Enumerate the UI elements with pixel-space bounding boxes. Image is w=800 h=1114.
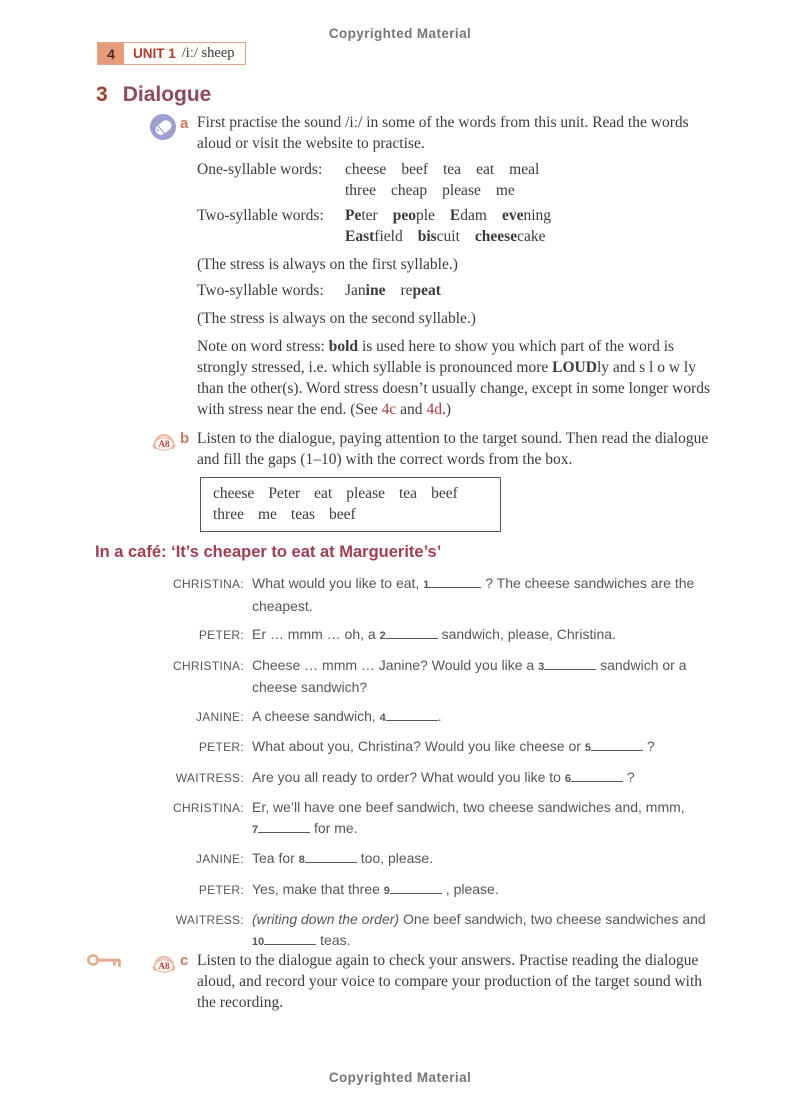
word-box-row [213,483,500,504]
exercise-c [197,950,715,1013]
word-box-row [213,504,500,525]
stressed-syllable: eve [501,207,524,224]
gap-number: 10 [252,935,265,948]
fill-in-gap [299,850,357,866]
box-word: eat [314,485,333,502]
speech-fragment: Yes, make that three [252,880,384,897]
gap-blank-line [390,883,442,894]
exercise-a-letter: a [180,115,189,132]
fill-in-gap [384,881,442,897]
two-syllable-first-label: Two-syllable words: [197,207,324,224]
unstressed-syllable: Jan [345,282,366,299]
exercise-a-instruction: First practise the sound /iː/ in some of the words from this unit. Read the words aloud or visit the website to practise. [197,114,689,152]
unstressed-syllable: re [400,282,413,299]
speech-fragment: ? [642,738,655,754]
dialogue-line [158,909,710,952]
dialogue-line [158,655,710,698]
fill-in-gap [423,575,481,591]
stressed-syllable: cheese [474,228,518,245]
speech-text [252,767,710,790]
speaker-name: WAITRESS: [175,770,244,785]
word-stress-note [197,336,712,420]
gap-blank-line [429,577,481,588]
speech-fragment: What would you like to eat, [252,575,424,591]
headphones-audio-icon [150,950,178,978]
word-row [345,205,712,226]
dialogue-line [158,573,710,616]
copyright-notice-top: Copyrighted Material [328,26,472,41]
fill-in-gap [380,708,438,724]
speech-fragment: Are you all ready to order? What would you like to [252,768,565,785]
stressed-syllable: peat [412,282,441,299]
box-word: cheese [213,485,255,502]
box-word: Peter [268,485,301,502]
speech-text [252,848,710,871]
unstressed-syllable: cuit [436,228,460,245]
exercise-b-letter: b [180,430,190,447]
speech-text [252,655,710,698]
exercise-a [197,112,712,420]
gap-number: 7 [252,823,259,836]
speaker-name: PETER: [198,740,244,754]
exercise-c-letter: c [180,952,189,969]
speech-fragment: Er … mmm … oh, a [252,626,380,642]
speech-fragment: . [437,707,442,724]
practice-word [450,207,487,224]
practice-word [345,207,378,224]
speaker-name: PETER: [198,882,244,897]
speech-fragment: for me. [310,819,358,836]
fill-in-gap [380,626,438,642]
speech-fragment: Tea for [252,850,299,866]
bold-emphasis: LOUD [552,359,597,376]
stressed-syllable: ine [365,282,386,299]
note-text: ly and s l o w ly than the other(s). Word stress doesn’t usually change, except in some longer words with stress near the end. (See [197,359,711,418]
box-word: me [257,506,277,523]
practice-word: me [495,182,515,199]
one-syllable-label: One-syllable words: [197,161,323,178]
speech-fragment: sandwich, please, Christina. [437,626,616,642]
speaker-name: CHRISTINA: [172,577,244,591]
practice-word [393,207,435,224]
headphones-audio-icon [150,428,178,456]
gap-fill-word-box [200,477,501,532]
speech-fragment: too, please. [356,850,434,866]
stage-direction: (writing down the order) [252,911,400,927]
gap-blank-line [544,659,596,670]
unstressed-syllable: field [374,228,403,245]
svg-text:A8: A8 [158,961,170,971]
speech-text [252,624,710,647]
section-title: Dialogue [122,83,212,106]
practice-word: three [345,182,376,199]
speech-fragment: ? The cheese sandwiches are the cheapest. [252,575,695,614]
dialogue-line [158,797,710,840]
box-word: tea [398,485,418,502]
gap-number: 1 [423,579,430,591]
speech-fragment: Cheese … mmm … Janine? Would you like a [252,656,539,673]
gap-blank-line [591,740,643,751]
unstressed-syllable: ning [523,207,552,224]
dialogue-line [158,624,710,647]
box-word: three [213,506,244,523]
gap-number: 6 [564,772,571,785]
two-syllable-wordlist-second [197,280,712,301]
dialogue-transcript [158,573,710,960]
speaker-name: JANINE: [195,709,244,724]
dialogue-title: In a café: ‘It’s cheaper to eat at Marguerite’s’ [95,543,442,561]
gap-blank-line [571,771,623,782]
gap-blank-line [264,934,316,945]
two-syllable-first-words [345,205,712,247]
unit-header-tab [97,42,246,65]
speaker-name: CHRISTINA: [172,801,244,815]
practice-word: eat [476,161,495,178]
unstressed-syllable: cake [517,228,546,245]
dialogue-line [158,879,710,902]
page-number: 4 [98,43,124,64]
stress-note-first: (The stress is always on the first syllable.) [197,256,458,273]
two-syllable-wordlist-first [197,205,712,247]
speech-text [252,879,710,902]
exercise-b [197,428,712,532]
gap-blank-line [386,710,438,721]
word-row [345,180,712,201]
word-row [345,159,712,180]
gap-number: 3 [538,660,545,673]
fill-in-gap [252,932,316,948]
word-row [345,226,712,247]
practice-word: meal [509,161,540,178]
speaker-name: CHRISTINA: [172,658,244,673]
dialogue-line [158,706,710,729]
unit-name: UNIT 1 [133,46,176,61]
key-answer-icon [86,950,124,974]
speaker-name: PETER: [198,628,244,642]
gap-blank-line [258,822,310,833]
practice-word: cheese [345,161,387,178]
word-row [345,280,712,301]
one-syllable-wordlist [197,159,712,201]
fill-in-gap [538,657,596,673]
unit-target-sound: /iː/ sheep [181,45,235,61]
unstressed-syllable: ple [415,207,435,224]
note-text: Note on word stress: [197,338,329,355]
speech-fragment: What about you, Christina? Would you like cheese or [252,738,585,754]
speech-fragment: ? [622,768,635,785]
speaker-name: JANINE: [195,852,244,866]
box-word: beef [329,506,356,523]
unstressed-syllable: dam [460,207,487,224]
practice-word [400,282,440,299]
speech-text [252,736,710,759]
speech-fragment: , please. [441,880,499,897]
speaker-name: WAITRESS: [175,913,244,927]
section-reference: 4d [426,401,442,418]
section-number: 3 [96,83,108,106]
stressed-syllable: Pe [345,207,362,224]
fill-in-gap [585,738,643,754]
box-word: please [346,485,385,502]
practice-word [475,228,546,245]
note-text: .) [441,401,451,418]
gap-number: 9 [383,884,390,897]
dialogue-line [158,736,710,759]
exercise-c-instruction: Listen to the dialogue again to check your answers. Practise reading the dialogue aloud, and record your voice to compare your production of the target sound with the recording. [197,952,703,1011]
speech-text [252,573,710,616]
speech-text [252,797,710,840]
bold-emphasis: bold [328,338,359,355]
stressed-syllable: East [345,228,375,245]
one-syllable-words [345,159,712,201]
speech-fragment: One beef sandwich, two cheese sandwiches and [399,911,706,927]
practice-word [345,282,385,299]
dialogue-line [158,767,710,790]
note-text: is used here to show you which part of the word is strongly stressed, i.e. which syllable is pronounced more [197,338,675,376]
practice-word [502,207,551,224]
fill-in-gap [252,820,310,836]
gap-number: 2 [379,630,386,642]
practice-word: cheap [390,182,428,199]
stressed-syllable: E [449,207,461,224]
mouse-website-icon [149,113,177,141]
speech-fragment: Er, we’ll have one beef sandwich, two cheese sandwiches and, mmm, [252,799,685,815]
unit-label [124,43,245,64]
gap-number: 4 [379,711,386,724]
gap-number: 5 [584,742,591,754]
practice-word: tea [442,161,462,178]
copyright-notice-bottom: Copyrighted Material [328,1070,472,1085]
two-syllable-second-words [345,280,712,301]
two-syllable-second-label: Two-syllable words: [197,282,324,299]
gap-blank-line [386,628,438,639]
section-reference: 4c [381,401,397,418]
gap-blank-line [305,852,357,863]
speech-text [252,909,710,952]
practice-word [345,228,403,245]
box-word: teas [290,506,316,523]
speech-fragment: A cheese sandwich, [252,707,380,724]
speech-text [252,706,710,729]
stressed-syllable: bis [417,228,437,245]
box-word: beef [431,485,458,502]
gap-number: 8 [298,854,305,866]
practice-word [418,228,460,245]
unstressed-syllable: ter [361,207,378,224]
speech-fragment: sandwich or a cheese sandwich? [252,656,687,695]
exercise-b-instruction: Listen to the dialogue, paying attention to the target sound. Then read the dialogue and fill the gaps (1–10) with the correct words from the box. [197,430,709,468]
section-heading [96,83,211,107]
speech-fragment: teas. [316,931,351,948]
practice-word: please [442,182,481,199]
dialogue-line [158,848,710,871]
stressed-syllable: peo [392,207,416,224]
practice-word: beef [401,161,428,178]
svg-text:A8: A8 [158,439,170,449]
stress-note-second: (The stress is always on the second syllable.) [197,310,476,327]
fill-in-gap [565,769,623,785]
note-text: and [396,401,427,418]
